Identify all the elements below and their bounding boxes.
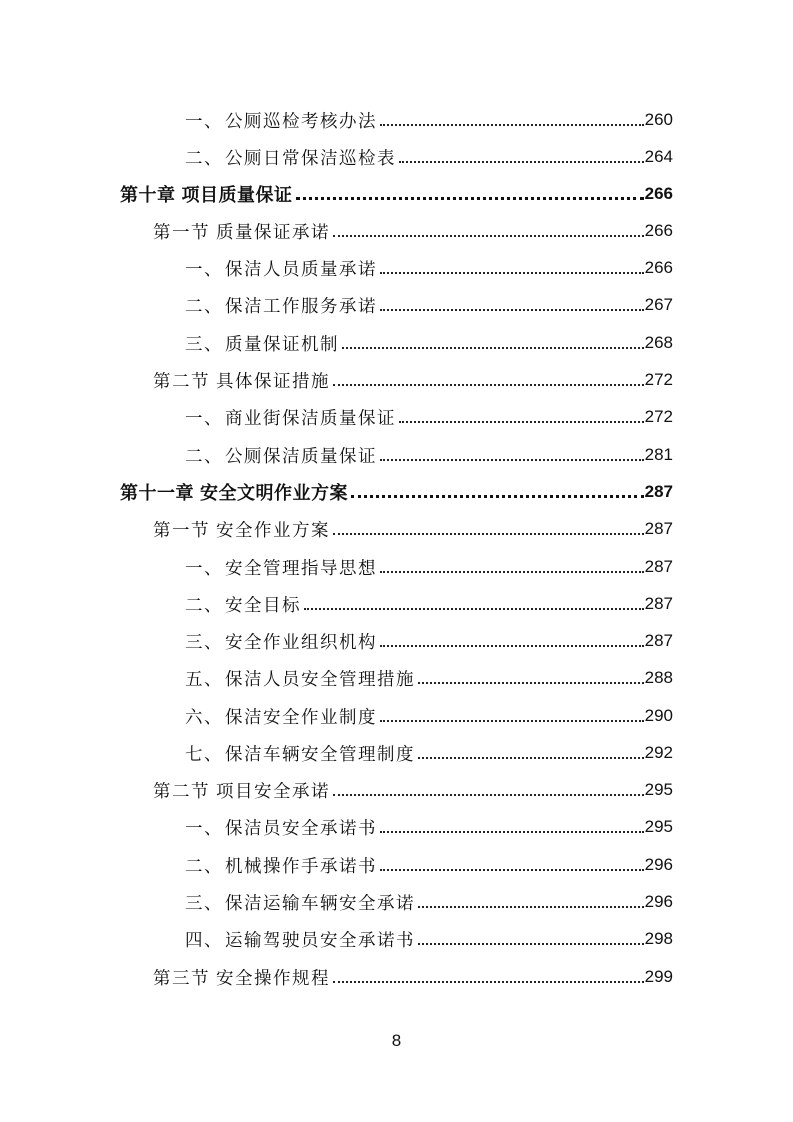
dot-leader <box>342 332 644 354</box>
toc-entry[interactable] <box>185 738 673 768</box>
toc-entry-page: 288 <box>644 668 673 687</box>
dot-leader <box>333 966 644 988</box>
toc-entry[interactable] <box>185 142 673 172</box>
toc-entry-title: 保洁安全作业制度 <box>225 707 377 728</box>
toc-entry-label <box>185 629 377 654</box>
toc-section-entry[interactable] <box>153 962 673 992</box>
dot-leader <box>380 854 644 876</box>
toc-entry-page: 272 <box>644 370 673 389</box>
toc-entry-prefix: 一、 <box>185 558 223 579</box>
toc-entry-title: 机械操作手承诺书 <box>225 856 377 877</box>
toc-entry-title: 保洁员安全承诺书 <box>225 818 377 839</box>
toc-entry[interactable] <box>185 402 673 432</box>
toc-entry-title: 公厕保洁质量保证 <box>225 446 377 467</box>
toc-entry-title: 保洁运输车辆安全承诺 <box>225 893 415 914</box>
toc-entry-title: 商业街保洁质量保证 <box>225 408 396 429</box>
toc-entry-prefix: 三、 <box>185 334 223 355</box>
toc-entry-label <box>185 815 377 840</box>
toc-entry-page: 298 <box>644 929 673 948</box>
dot-leader <box>333 220 644 242</box>
toc-entry-prefix: 一、 <box>185 259 223 280</box>
toc-entry-prefix: 二、 <box>185 296 223 317</box>
dot-leader <box>333 369 644 391</box>
dot-leader <box>399 406 644 428</box>
dot-leader <box>380 556 644 578</box>
toc-entry-page: 266 <box>644 184 673 203</box>
dot-leader <box>418 928 644 950</box>
toc-entry-title: 安全文明作业方案 <box>200 483 348 504</box>
toc-entry-prefix: 第一节 <box>153 222 210 243</box>
toc-entry-page: 296 <box>644 892 673 911</box>
toc-section-entry[interactable] <box>153 216 673 246</box>
toc-entry[interactable] <box>185 589 673 619</box>
toc-entry-label <box>185 555 377 580</box>
toc-entry-page: 295 <box>644 817 673 836</box>
toc-section-entry[interactable] <box>153 365 673 395</box>
dot-leader <box>380 109 644 131</box>
dot-leader <box>380 705 644 727</box>
toc-entry-title: 项目质量保证 <box>181 185 293 206</box>
dot-leader <box>380 294 644 316</box>
toc-entry-page: 299 <box>644 967 673 986</box>
toc-entry-title: 保洁人员质量承诺 <box>225 259 377 280</box>
toc-section-entry[interactable] <box>153 514 673 544</box>
toc-entry-page: 260 <box>644 110 673 129</box>
toc-chapter-entry[interactable] <box>120 477 673 507</box>
toc-entry-title: 安全管理指导思想 <box>225 558 377 579</box>
toc-entry-label <box>185 108 377 133</box>
toc-entry-title: 保洁车辆安全管理制度 <box>225 744 415 765</box>
toc-entry-prefix: 二、 <box>185 148 223 169</box>
dot-leader <box>399 146 644 168</box>
toc-entry[interactable] <box>185 701 673 731</box>
toc-entry-page: 287 <box>644 557 673 576</box>
toc-entry-prefix: 第三节 <box>153 968 210 989</box>
toc-entry[interactable] <box>185 663 673 693</box>
toc-entry-prefix: 第十一章 <box>120 483 194 504</box>
toc-entry-title: 公厕日常保洁巡检表 <box>225 148 396 169</box>
toc-chapter-entry[interactable] <box>120 179 673 209</box>
toc-entry[interactable] <box>185 850 673 880</box>
toc-entry-label <box>153 778 330 803</box>
toc-entry-title: 质量保证机制 <box>225 334 339 355</box>
toc-entry-prefix: 第二节 <box>153 781 210 802</box>
toc-entry[interactable] <box>185 290 673 320</box>
toc-entry-label <box>185 293 377 318</box>
dot-leader <box>418 742 644 764</box>
toc-entry[interactable] <box>185 887 673 917</box>
toc-entry[interactable] <box>185 626 673 656</box>
toc-entry-page: 287 <box>644 482 673 501</box>
toc-entry-label <box>185 592 301 617</box>
toc-entry-label <box>185 443 377 468</box>
dot-leader <box>380 630 644 652</box>
toc-entry-label <box>185 704 377 729</box>
toc-entry-title: 保洁人员安全管理措施 <box>225 669 415 690</box>
toc-entry-title: 项目安全承诺 <box>216 781 330 802</box>
toc-entry-title: 安全目标 <box>225 595 301 616</box>
dot-leader <box>304 593 644 615</box>
toc-entry-prefix: 二、 <box>185 856 223 877</box>
toc-entry-page: 292 <box>644 743 673 762</box>
toc-entry-label <box>153 219 330 244</box>
toc-entry-page: 296 <box>644 855 673 874</box>
toc-entry-page: 281 <box>644 445 673 464</box>
toc-entry-prefix: 六、 <box>185 707 223 728</box>
toc-entry-prefix: 五、 <box>185 669 223 690</box>
toc-entry-page: 290 <box>644 706 673 725</box>
toc-section-entry[interactable] <box>153 775 673 805</box>
toc-entry[interactable] <box>185 924 673 954</box>
toc-entry-page: 272 <box>644 407 673 426</box>
toc-entry-page: 268 <box>644 333 673 352</box>
toc-entry-prefix: 第一节 <box>153 520 210 541</box>
toc-entry-page: 267 <box>644 295 673 314</box>
dot-leader <box>351 481 644 503</box>
toc-entry[interactable] <box>185 552 673 582</box>
page-number: 8 <box>391 1031 402 1050</box>
toc-entry-label <box>120 479 348 505</box>
toc-entry-prefix: 三、 <box>185 893 223 914</box>
toc-entry-page: 295 <box>644 780 673 799</box>
toc-entry-label <box>185 853 377 878</box>
toc-entry[interactable] <box>185 440 673 470</box>
toc-entry-label <box>185 405 396 430</box>
toc-entry-prefix: 二、 <box>185 446 223 467</box>
toc-entry[interactable] <box>185 812 673 842</box>
toc-entry-label <box>185 145 396 170</box>
toc-entry-label <box>120 181 293 207</box>
toc-entry-label <box>185 256 377 281</box>
toc-entry-label <box>185 890 415 915</box>
dot-leader <box>333 518 644 540</box>
dot-leader <box>296 183 644 205</box>
toc-entry-title: 安全作业组织机构 <box>225 632 377 653</box>
toc-entry-label <box>153 517 330 542</box>
toc-entry-title: 具体保证措施 <box>216 371 330 392</box>
toc-entry-title: 公厕巡检考核办法 <box>225 111 377 132</box>
toc-entry-page: 264 <box>644 147 673 166</box>
toc-entry-label <box>185 741 415 766</box>
toc-entry-label <box>185 666 415 691</box>
toc-entry-prefix: 一、 <box>185 408 223 429</box>
toc-entry-title: 安全作业方案 <box>216 520 330 541</box>
dot-leader <box>418 891 644 913</box>
dot-leader <box>380 257 644 279</box>
toc-entry-page: 287 <box>644 594 673 613</box>
toc-entry-label <box>185 927 415 952</box>
toc-entry-prefix: 七、 <box>185 744 223 765</box>
dot-leader <box>380 444 644 466</box>
toc-entry-label <box>153 965 330 990</box>
toc-entry-prefix: 一、 <box>185 111 223 132</box>
toc-entry-title: 运输驾驶员安全承诺书 <box>225 930 415 951</box>
toc-entry-title: 安全操作规程 <box>216 968 330 989</box>
toc-entry-title: 保洁工作服务承诺 <box>225 296 377 317</box>
toc-entry[interactable] <box>185 328 673 358</box>
toc-entry-label <box>153 368 330 393</box>
toc-entry-prefix: 三、 <box>185 632 223 653</box>
dot-leader <box>380 816 644 838</box>
toc-entry[interactable] <box>185 253 673 283</box>
toc-entry[interactable] <box>185 105 673 135</box>
toc-entry-prefix: 第十章 <box>120 185 176 206</box>
toc-entry-page: 287 <box>644 519 673 538</box>
toc-entry-prefix: 第二节 <box>153 371 210 392</box>
toc-entry-prefix: 四、 <box>185 930 223 951</box>
toc-entry-prefix: 一、 <box>185 818 223 839</box>
toc-entry-label <box>185 331 339 356</box>
toc-entry-prefix: 二、 <box>185 595 223 616</box>
toc-entry-title: 质量保证承诺 <box>216 222 330 243</box>
toc-entry-page: 266 <box>644 221 673 240</box>
dot-leader <box>333 779 644 801</box>
dot-leader <box>418 667 644 689</box>
toc-entry-page: 266 <box>644 258 673 277</box>
toc-entry-page: 287 <box>644 631 673 650</box>
